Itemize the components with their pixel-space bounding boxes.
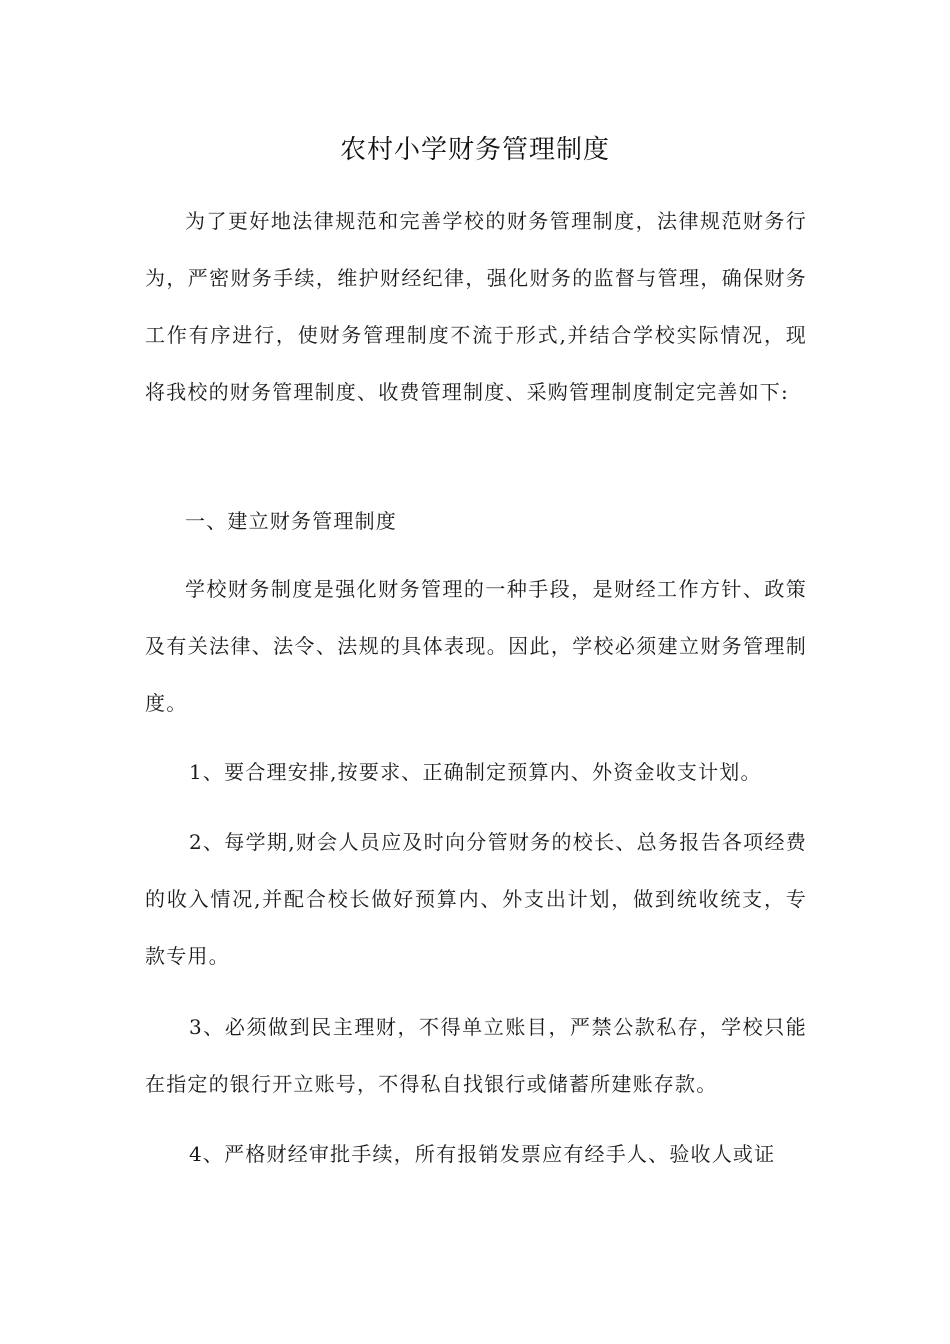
list-item-2: 2、每学期,财会人员应及时向分管财务的校长、总务报告各项经费的收入情况,并配合校长做好预算内、外支出计划，做到统收统支，专款专用。 (145, 830, 807, 968)
intro-paragraph: 为了更好地法律规范和完善学校的财务管理制度，法律规范财务行为，严密财务手续，维护财经纪律，强化财务的监督与管理，确保财务工作有序进行，使财务管理制度不流于形式,并结合学校实际情况，现将我校的财务管理制度、收费管理制度、采购管理制度制定完善如下: (145, 209, 807, 404)
section-paragraph: 学校财务制度是强化财务管理的一种手段，是财经工作方针、政策及有关法律、法令、法规的具体表现。因此，学校必须建立财务管理制度。 (145, 577, 807, 715)
list-item-3: 3、必须做到民主理财，不得单立账目，严禁公款私存，学校只能在指定的银行开立账号，不得私自找银行或储蓄所建账存款。 (145, 1015, 807, 1096)
list-item-1: 1、要合理安排,按要求、正确制定预算内、外资金收支计划。 (189, 760, 762, 784)
list-item-4: 4、严格财经审批手续，所有报销发票应有经手人、验收人或证 (189, 1142, 776, 1166)
document-title: 农村小学财务管理制度 (339, 135, 610, 165)
section-heading: 一、建立财务管理制度 (185, 509, 397, 533)
